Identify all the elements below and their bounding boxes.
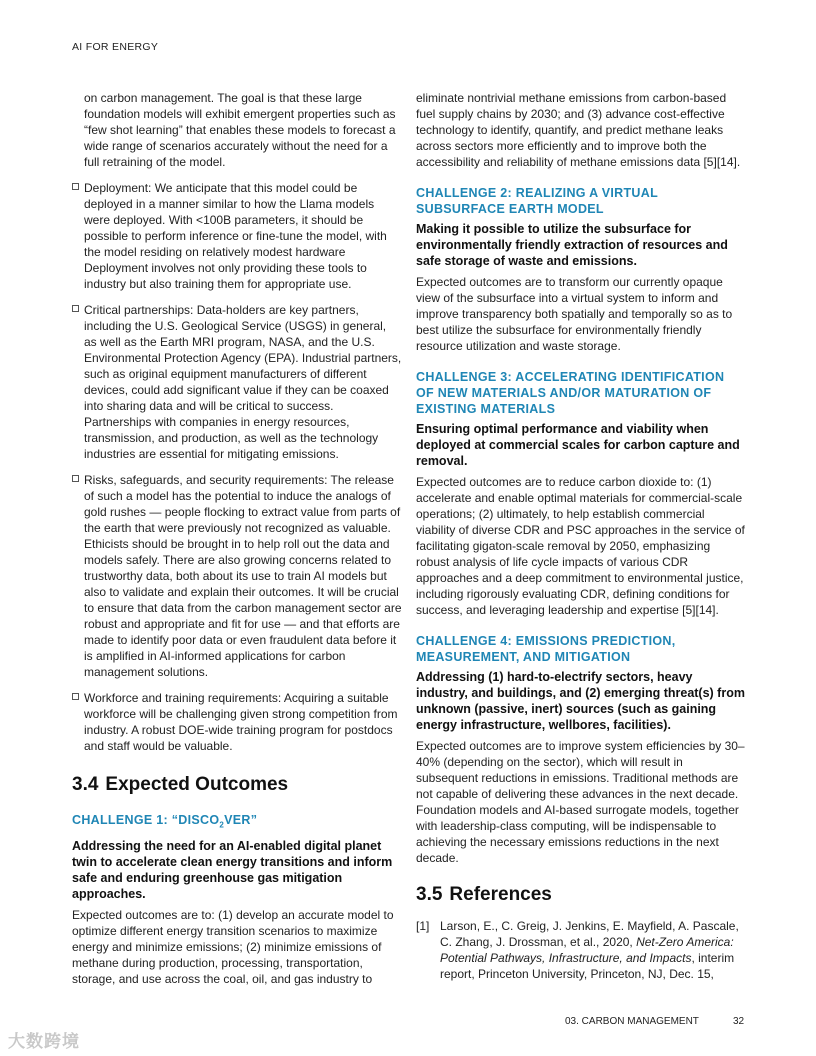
challenge-3-heading: CHALLENGE 3: ACCELERATING IDENTIFICATION OF NEW MATERIALS AND/OR MATURATION OF EXISTING MATERIALS bbox=[416, 370, 725, 416]
challenge-1-heading bbox=[72, 812, 402, 834]
reference-text-tail: , interim report, Princeton University, Princeton, NJ, Dec. 15, bbox=[440, 951, 735, 981]
page-number: 32 bbox=[733, 1016, 745, 1027]
bullet-text: Deployment: We anticipate that this model could be deployed in a manner similar to how the Llama models were deployed. With <100B parameters, it should be possible to perform inference or fine-tune the model, with the model residing on relatively modest hardware Deployment involves not only providing these tools to industry but also training them for appropriate use. bbox=[84, 181, 387, 291]
challenge-4-text: Expected outcomes are to improve system efficiencies by 30–40% (depending on the sector), which will result in subsequent reductions in emissions. Traditional methods are not capable of delivering these advances in the next decade. Foundation models and AI-based surrogate models, together with leadership-class computing, will be indispensable to achieving the necessary emissions reductions in the next decade. bbox=[416, 739, 745, 865]
challenge-3-text: Expected outcomes are to reduce carbon dioxide to: (1) accelerate and enable optimal materials for commercial-scale operations; (2) ultimately, to help establish commercial viability of diverse CDR and PSC approaches in the service of facilitating gigaton-scale removal by 2050, emphasizing robust analysis of life cycle impacts of various CDR approaches and a deep commitment to environmental justice, including rigorously evaluating CDR, defining conditions for success, and leveraging leadership and expertise [5][14]. bbox=[416, 475, 745, 617]
continued-paragraph: eliminate nontrivial methane emissions from carbon-based fuel supply chains by 2030; and (3) advance cost-effective technology to identify, quantify, and predict methane leaks across sectors more efficiently and to improve both the accessibility and reliability of methane emissions data [5][14]. bbox=[416, 91, 741, 169]
bullet-list bbox=[72, 180, 402, 754]
bullet-text: Workforce and training requirements: Acquiring a suitable workforce will be challenging given strong competition from industry. A robust DOE-wide training program for postdocs and staff would be valuable. bbox=[84, 691, 398, 753]
challenge-4-subheading: Addressing (1) hard-to-electrify sectors, heavy industry, and buildings, and (2) emerging threat(s) from unknown (passive, inert) sources (such as gaining energy infrastructure, wellbores, facilities). bbox=[416, 670, 745, 732]
bullet-box-icon bbox=[72, 475, 79, 482]
watermark: 大数跨境 bbox=[8, 1032, 80, 1051]
reference-text: Larson, E., C. Greig, J. Jenkins, E. Mayfield, A. Pascale, C. Zhang, J. Drossman, et al., 2020, bbox=[440, 919, 739, 949]
challenge-1-subheading: Addressing the need for an AI-enabled digital planet twin to accelerate clean energy transitions and inform safe and enduring greenhouse gas mitigation approaches. bbox=[72, 838, 393, 901]
bullet-box-icon bbox=[72, 305, 79, 312]
running-header: AI FOR ENERGY bbox=[72, 41, 159, 53]
challenge-2-heading: CHALLENGE 2: REALIZING A VIRTUAL SUBSURFACE EARTH MODEL bbox=[416, 186, 658, 216]
reference-item bbox=[416, 918, 746, 982]
section-title: Expected Outcomes bbox=[105, 774, 289, 795]
section-heading-expected-outcomes bbox=[72, 774, 402, 796]
left-column bbox=[72, 90, 402, 987]
right-column bbox=[416, 90, 746, 982]
challenge-2-text: Expected outcomes are to transform our currently opaque view of the subsurface into a virtual system to inform and improve transparency both spatially and temporally so as to best utilize the subsurface for environmentally friendly resource utilization and waste storage. bbox=[416, 275, 733, 353]
bullet-text: Critical partnerships: Data-holders are key partners, including the U.S. Geological Service (USGS) in general, as well as the Earth MRI program, NASA, and the U.S. Environmental Protection Agency (EPA). Industrial partners, such as original equipment manufacturers of different devices, could add significant value if they can be coaxed into sharing data and will be critical to success. Partnerships with companies in energy resources, transmission, and production, as well as the technology industries are essential for mitigating emissions. bbox=[84, 303, 402, 461]
list-item bbox=[72, 690, 402, 754]
reference-title: Net-Zero America: Potential Pathways, Infrastructure, and Impacts bbox=[440, 935, 734, 965]
footer-section-label: 03. CARBON MANAGEMENT bbox=[565, 1016, 699, 1027]
continued-paragraph: on carbon management. The goal is that these large foundation models will exhibit emergent properties such as “few shot learning” that enables these models to forecast a wide range of scenarios accurately without the need for a full retraining of the model. bbox=[84, 91, 396, 169]
challenge-3-subheading: Ensuring optimal performance and viability when deployed at commercial scales for carbon capture and removal. bbox=[416, 422, 740, 468]
list-item bbox=[72, 302, 402, 462]
list-item bbox=[72, 180, 402, 292]
section-title: References bbox=[449, 884, 552, 905]
challenge-1-heading-prefix: CHALLENGE 1: “DISCO bbox=[72, 813, 220, 827]
list-item bbox=[72, 472, 402, 680]
challenge-1-heading-subscript: 2 bbox=[219, 820, 225, 830]
reference-number: [1] bbox=[416, 919, 430, 933]
challenge-1-heading-suffix: VER” bbox=[224, 813, 258, 827]
challenge-4-heading: CHALLENGE 4: EMISSIONS PREDICTION, MEASUREMENT, AND MITIGATION bbox=[416, 634, 676, 664]
bullet-box-icon bbox=[72, 183, 79, 190]
section-number: 3.5 bbox=[416, 884, 443, 905]
section-heading-references bbox=[416, 884, 746, 906]
section-number: 3.4 bbox=[72, 774, 99, 795]
bullet-box-icon bbox=[72, 693, 79, 700]
challenge-2-subheading: Making it possible to utilize the subsurface for environmentally friendly extraction of resources and safe storage of waste and emissions. bbox=[416, 222, 728, 268]
challenge-1-text: Expected outcomes are to: (1) develop an accurate model to optimize different energy transition scenarios to maximize energy and minimize emissions; (2) minimize emissions of methane during production, processing, transportation, storage, and use across the coal, oil, and gas industry to bbox=[72, 907, 394, 986]
bullet-text: Risks, safeguards, and security requirements: The release of such a model has the potential to induce the analogs of gold rushes — people flocking to extract value from parts of the earth that were previously not recognized as valuable. Ethicists should be brought in to help roll out the data and models safely. There are also growing concerns related to trustworthy data, both about its use to train AI models but also to validate and explain their outcomes. It will be crucial to ensure that data from the carbon management sector are robust and appropriate and fit for use — and that efforts are made to identify poor data or even fraudulent data before it is amplified in AI-informed applications for carbon management solutions. bbox=[84, 473, 402, 679]
